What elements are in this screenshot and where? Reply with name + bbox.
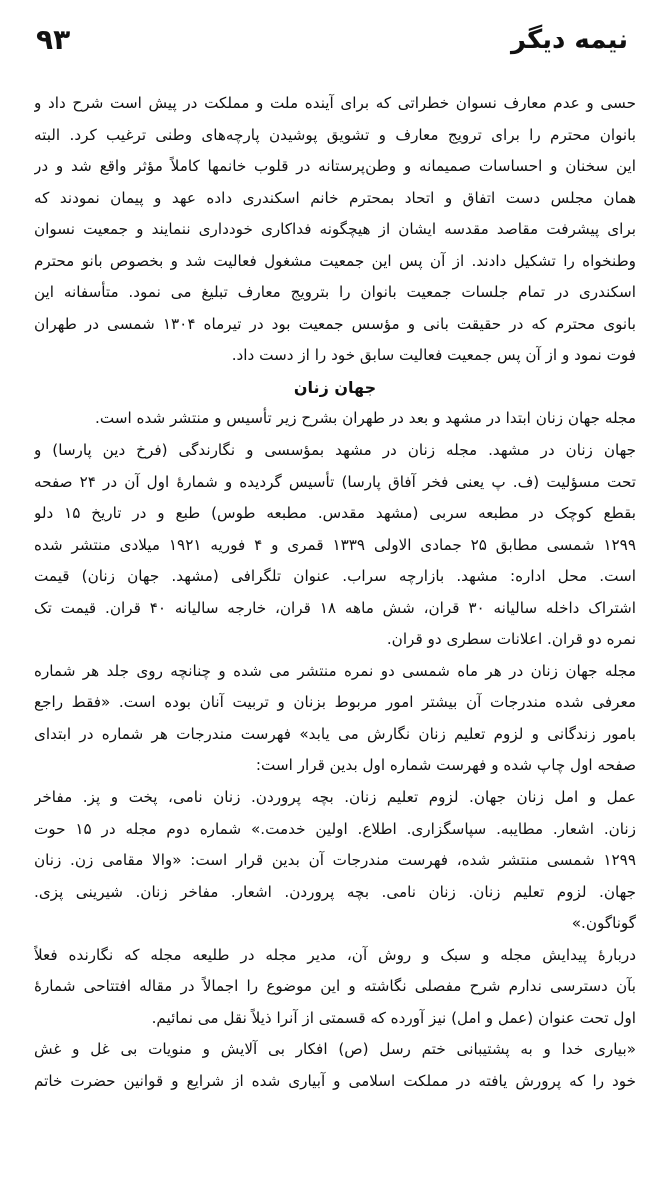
text-line: بانوی محترم که در حقیقت بانی و مؤسس جمعیت بود در تیرماه ۱۳۰۴ شمسی در طهران (34, 314, 636, 333)
text-line: جهان زنان در مشهد. مجله زنان در مشهد بمؤسسی و نگارندگی (فرخ دین پارسا) و (34, 441, 636, 460)
text-line: بانوان محترم را برای ترویج معارف و تشویق پوشیدن پارچه‌های وطنی ترغیب کرد. البته (34, 125, 636, 144)
text-line: است. محل اداره: مشهد. بازارچه سراب. عنوان تلگرافی (مشهد. جهان زنان) قیمت (34, 567, 636, 586)
text-line: عمل و امل زنان جهان. لزوم تعلیم زنان. بچه پروردن. زنان نامی، پخت و پز. مفاخر (34, 788, 636, 807)
text-line: اول تحت عنوان (عمل و امل) نیز آورده که قسمتی از آنرا ذیلاً نقل می نمائیم. (151, 1008, 636, 1027)
text-line: تحت مسؤلیت (ف. پ یعنی فخر آفاق پارسا) تأسیس گردیده و شمارهٔ اول آن در ۲۴ صفحه (34, 472, 636, 491)
text-line: مجله جهان زنان ابتدا در مشهد و بعد در طهران بشرح زیر تأسیس و منتشر شده است. (95, 409, 636, 428)
text-line: معرفی شده مندرجات آن بیشتر امور مربوط بزنان و تربیت آنان بوده است. «فقط راجع (34, 693, 636, 712)
text-line: «بیاری خدا و به پشتیبانی ختم رسل (ص) افکار بی آلایش و منویات بی غل و غش (34, 1040, 636, 1059)
running-title: نیمه دیگر (510, 25, 628, 55)
text-line: ۱۲۹۹ شمسی منتشر شده، فهرست مندرجات آن بدین قرار است: «والا مقامی زن. زنان (34, 851, 636, 870)
text-line: همان مجلس دست اتفاق و اتحاد بمحترم خانم اسکندری داده عهد و پیمان نمودند که (34, 188, 636, 207)
text-line: بامور زندگانی و لزوم تعلیم زنان نگارش می یابد» فهرست مندرجات هر شماره در ابتدای (34, 724, 636, 743)
text-line: خود را که پرورش یافته در مملکت اسلامی و آبیاری شده از شرایع و قوانین حضرت خاتم (34, 1071, 636, 1090)
text-line: این سخنان و احساسات صمیمانه و وطن‌پرستانه در قلوب خانمها کاملاً مؤثر واقع شد و در (34, 157, 636, 176)
text-line: بآن دسترسی ندارم شرح مفصلی نگاشته و این موضوع را اجمالاً در مقاله افتتاحی شمارهٔ (34, 977, 636, 996)
text-line: بقطع کوچک در مطبعه سربی (مشهد مقدس. مطبعه طوس) طبع و در تاریخ ۱۵ دلو (34, 504, 636, 523)
text-line: اسکندری در تمام جلسات جمعیت بانوان را بترویج معارف تبلیغ می نمود. متأسفانه این (34, 283, 636, 302)
page-number: ۹۳ (36, 23, 71, 56)
text-line: نمره دو قران. اعلانات سطری دو قران. (386, 630, 636, 649)
text-line: دربارهٔ پیدایش مجله و سبک و روش آن، مدیر مجله در طلیعه مجله که نگارنده فعلاً (34, 945, 636, 964)
text-line: زنان. اشعار. مطایبه. سپاسگزاری. اطلاع. اولین خدمت.» شماره دوم مجله در ۱۵ حوت (34, 819, 636, 838)
text-line: فوت نمود و از آن پس جمعیت فعالیت سابق خود را از دست داد. (231, 346, 636, 365)
text-line: اشتراک داخله سالیانه ۳۰ قران، شش ماهه ۱۸ قران، خارجه سالیانه ۴۰ قران. قیمت تک (34, 598, 636, 617)
page-header (30, 18, 632, 64)
section-heading: جهان زنان (293, 377, 377, 397)
text-line: گوناگون.» (571, 914, 636, 933)
text-line: ۱۲۹۹ شمسی مطابق ۲۵ جمادی الاولی ۱۳۳۹ قمری و ۴ فوریه ۱۹۲۱ میلادی منتشر شده (34, 535, 636, 554)
body-text (34, 88, 636, 1098)
text-line: صفحه اول چاپ شده و فهرست شماره اول بدین قرار است: (255, 756, 636, 775)
text-line: مجله جهان زنان در هر ماه شمسی دو نمره منتشر می شده و چنانچه روی جلد هر شماره (34, 661, 636, 680)
text-line: حسی و عدم معارف نسوان خطراتی که برای آینده ملت و مملکت در پیش است شرح داد و (34, 94, 636, 112)
text-line: برای پیشرفت مقاصد مقدسه ایشان از هیچگونه فداکاری خودداری ننمایند و جمعیت نسوان (34, 220, 636, 239)
text-line: وطنخواه را تشکیل دادند. از آن پس این جمعیت مشغول فعالیت شد و بخصوص بانو محترم (34, 251, 636, 270)
text-line: جهان. لزوم تعلیم زنان. زنان نامی. بچه پروردن. اشعار. مفاخر زنان. شیرینی پزی. (34, 882, 636, 901)
